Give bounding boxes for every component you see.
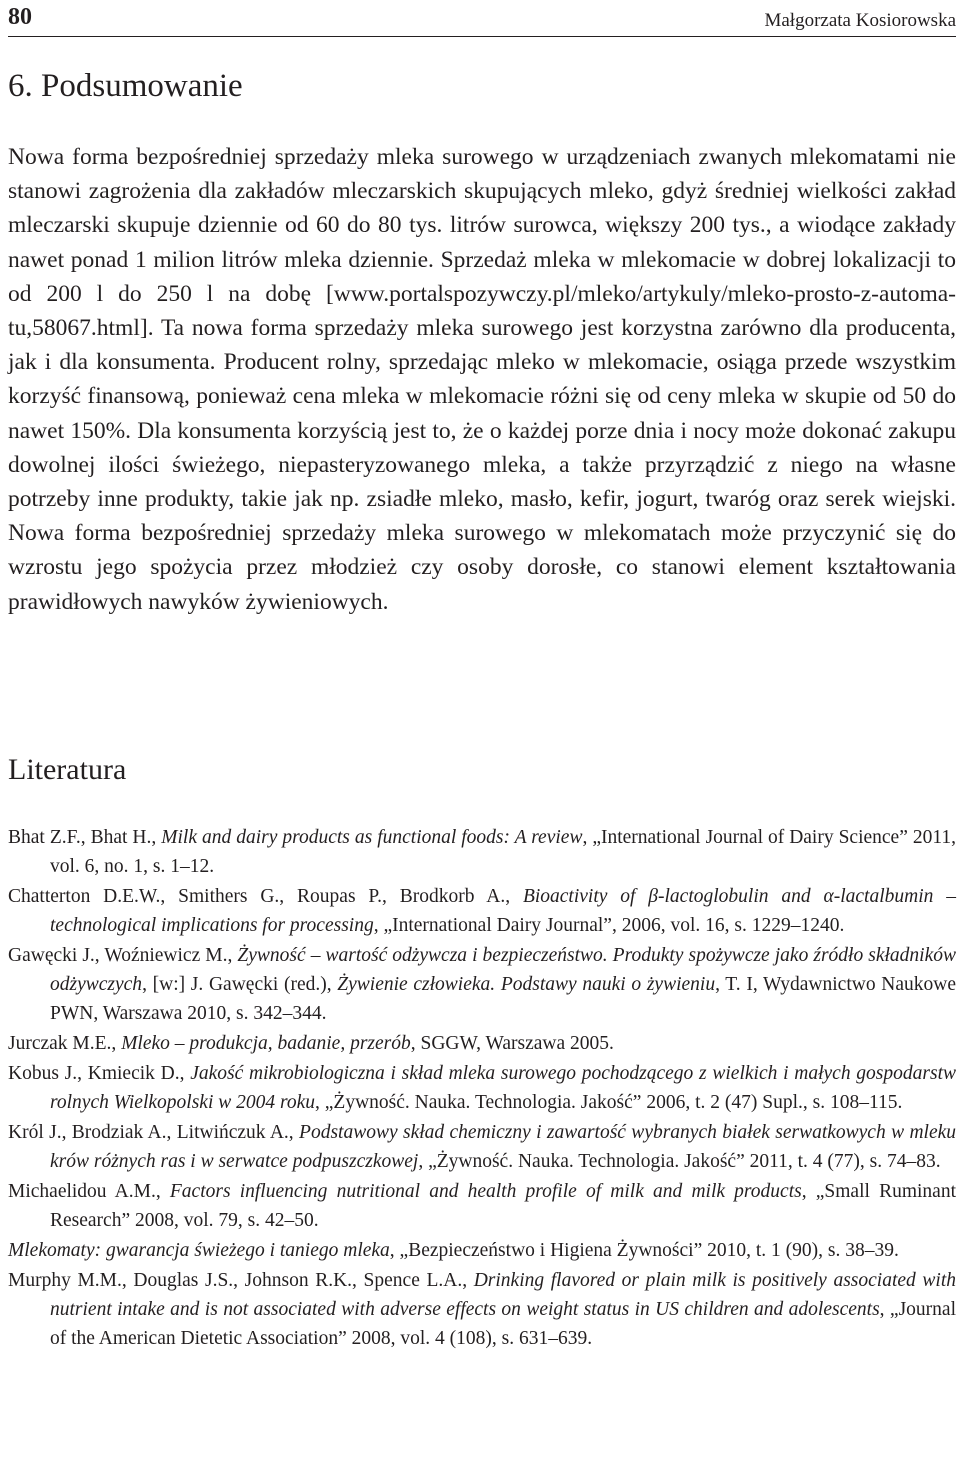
section-title: 6. Podsumowanie (8, 68, 243, 104)
ref-source: , „International Dairy Journal”, 2006, vol. 16, s. 1229–1240. (373, 915, 845, 937)
ref-title: Mlekomaty: gwarancja świeżego i taniego mleka (8, 1239, 390, 1261)
running-head-author: Małgorzata Kosiorowska (764, 10, 956, 31)
ref-title-2: Żywienie człowieka. Podstawy nauki o żywieniu (337, 974, 716, 996)
reference-item (8, 823, 956, 881)
ref-title: Żywność – wartość odżywcza i bezpieczeństwo. Produkty spożywcze jako źródło składników odżywczych (50, 944, 956, 996)
ref-source: , „International Journal of Dairy Science” 2011, vol. 6, no. 1, s. 1–12. (50, 827, 957, 878)
reference-item (8, 1236, 956, 1265)
running-header (8, 2, 956, 37)
ref-source-2: , T. I, Wydawnictwo Naukowe PWN, Warszawa 2010, s. 342–344. (50, 974, 956, 1025)
ref-source: , „Journal of the American Dietetic Association” 2008, vol. 4 (108), s. 631–639. (50, 1298, 956, 1349)
ref-authors: Bhat Z.F., Bhat H., (8, 827, 162, 848)
ref-title: Bioactivity of β-lactoglobulin and α-lactalbumin – technological implications for processing (50, 885, 956, 937)
ref-title: Podstawowy skład chemiczny i zawartość wybranych białek serwatkowych w mleku krów różnych ras i w serwatce podpuszczkowej (50, 1121, 956, 1173)
summary-paragraph: Nowa forma bezpośredniej sprzedaży mleka surowego w urządzeniach zwanych mlekomatami nie stanowi zagrożenia dla zakładów mleczarskich skupujących mleko, gdyż średniej wielkości zakład mleczarski skupuje dziennie od 60 do 80 tys. litrów surowca, większy 200 tys., a wiodące zakłady nawet ponad 1 milion litrów mleka dziennie. Sprzedaż mleka w mlekomacie w dobrej lokalizacji to od 200 l do 250 l na dobę [www.portalspozywczy.pl/mleko/artykuly/mleko-prosto-z-automatu,58067.html]. Ta nowa forma sprzedaży mleka surowego jest korzystna zarówno dla producenta, jak i dla konsumenta. Producent rolny, sprzedając mleko w mlekomacie, osiąga przede wszystkim korzyść finansową, ponieważ cena mleka w mlekomacie różni się od ceny mleka w skupie od 50 do nawet 150%. Dla konsumenta korzyścią jest to, że o każdej porze dnia i nocy może dokonać zakupu dowolnej ilości świeżego, niepasteryzowanego mleka, a także przyrządzić z niego na własne potrzeby inne produkty, takie jak np. zsiadłe mleko, masło, kefir, jogurt, twaróg oraz serek wiejski. Nowa forma bezpośredniej sprzedaży mleka surowego w mlekomatach może przyczynić się do wzrostu jego spożycia przez młodzież czy osoby dorosłe, co stanowi element kształtowania prawidłowych nawyków żywieniowych. (8, 144, 956, 615)
page-number: 80 (8, 4, 32, 30)
ref-authors: Gawęcki J., Woźniewicz M., (8, 944, 238, 966)
ref-title: Mleko – produkcja, badanie, przerób (121, 1033, 411, 1055)
ref-authors: Kobus J., Kmiecik D., (8, 1062, 191, 1084)
ref-source: , „Small Ruminant Research” 2008, vol. 79, s. 42–50. (50, 1180, 956, 1231)
ref-source: , „Żywność. Nauka. Technologia. Jakość” 2006, t. 2 (47) Supl., s. 108–115. (315, 1092, 903, 1114)
ref-title: Jakość mikrobiologiczna i skład mleka surowego pochodzącego z wielkich i małych gospodarstw rolnych Wielkopolski w 2004 roku (50, 1062, 956, 1114)
ref-source: , „Bezpieczeństwo i Higiena Żywności” 2010, t. 1 (90), s. 38–39. (389, 1239, 899, 1261)
ref-authors: Jurczak M.E., (8, 1033, 122, 1055)
literature-title: Literatura (8, 753, 127, 786)
ref-authors: Murphy M.M., Douglas J.S., Johnson R.K., Spence L.A., (8, 1269, 474, 1291)
ref-authors: Chatterton D.E.W., Smithers G., Roupas P., Brodkorb A., (8, 885, 523, 907)
reference-item (8, 1266, 956, 1353)
ref-source: , SGGW, Warszawa 2005. (410, 1033, 614, 1055)
ref-title: Drinking flavored or plain milk is positively associated with nutrient intake and is not associated with adverse effects on weight status in US children and adolescents (50, 1269, 956, 1320)
reference-item (8, 1177, 956, 1235)
ref-source: , „Żywność. Nauka. Technologia. Jakość” 2011, t. 4 (77), s. 74–83. (418, 1151, 941, 1173)
ref-title: Factors influencing nutritional and health profile of milk and milk products (169, 1180, 802, 1202)
reference-item (8, 882, 956, 940)
ref-title: Milk and dairy products as functional foods: A review (161, 827, 583, 848)
reference-item (8, 1118, 956, 1176)
reference-item (8, 1029, 956, 1058)
ref-authors: Król J., Brodziak A., Litwińczuk A., (8, 1121, 300, 1143)
reference-item (8, 1059, 956, 1117)
reference-item (8, 941, 956, 1028)
ref-authors: Michaelidou A.M., (8, 1180, 170, 1202)
ref-source: , [w:] J. Gawęcki (red.), (142, 974, 338, 996)
reference-list (8, 823, 956, 1354)
